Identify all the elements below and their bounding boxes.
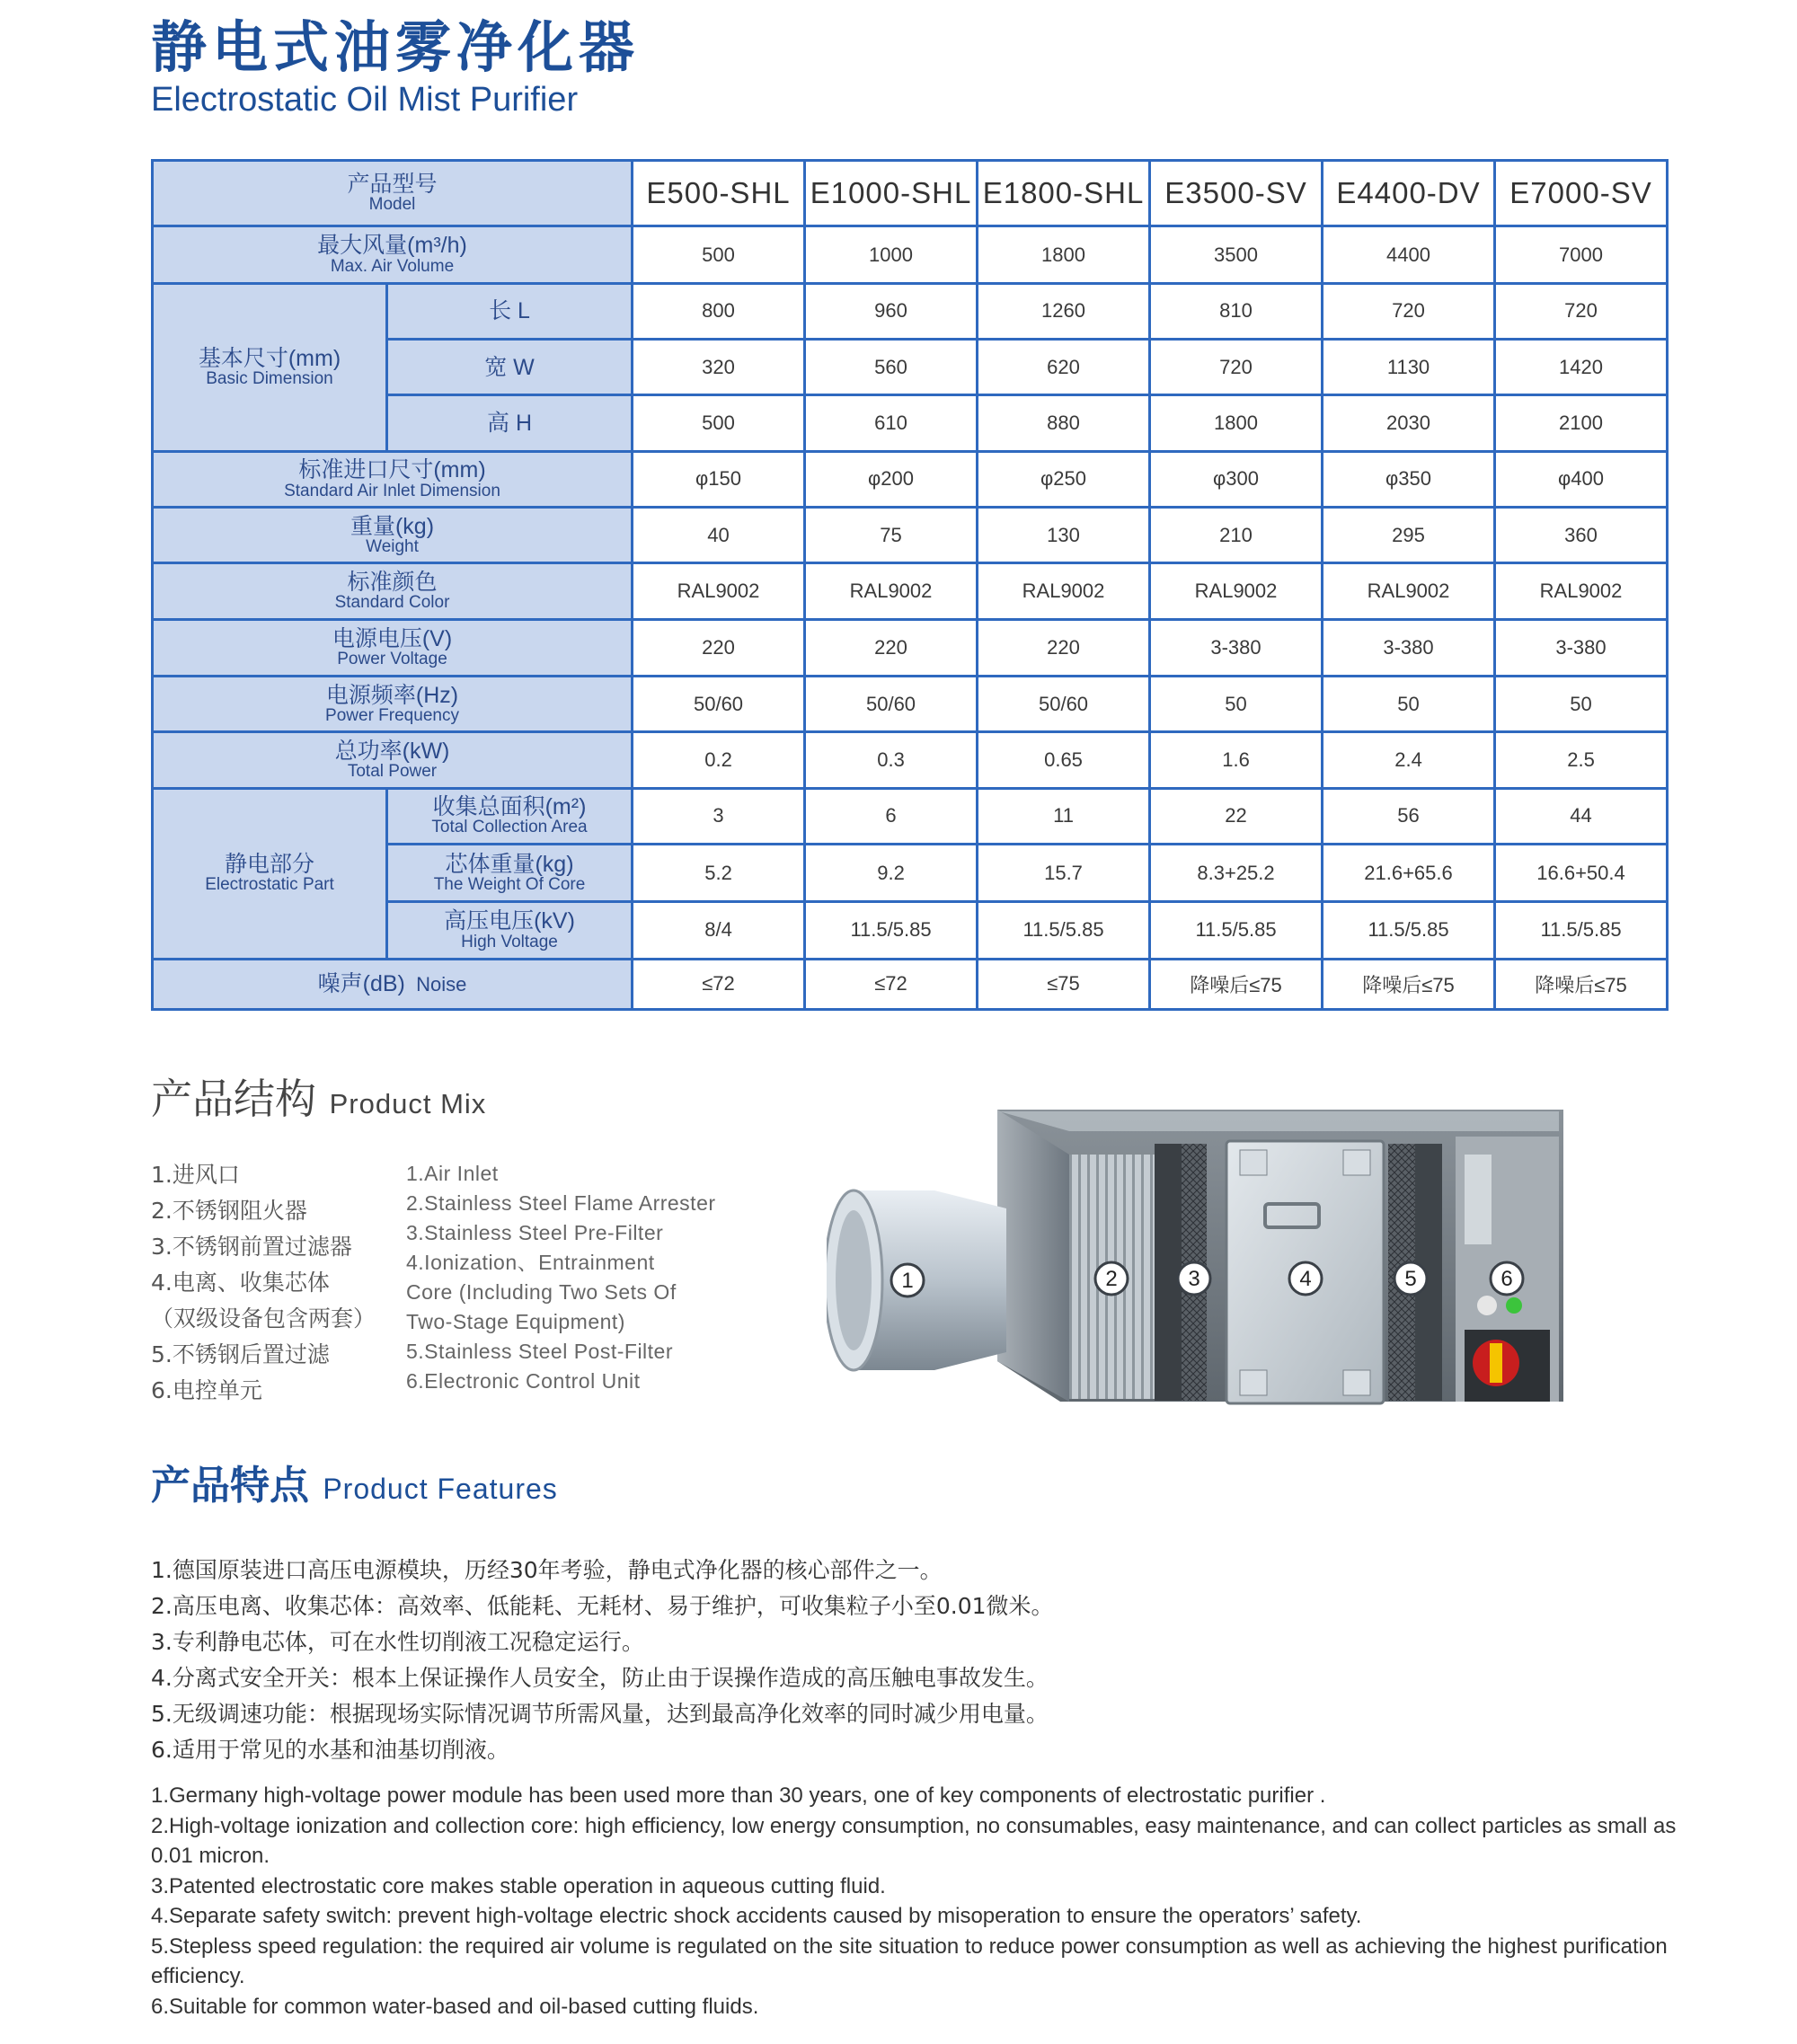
table-row bbox=[153, 788, 1668, 844]
list-item: 3.不锈钢前置过滤器 bbox=[151, 1234, 352, 1260]
table-cell: 22 bbox=[1150, 788, 1323, 844]
table-cell: 2030 bbox=[1323, 395, 1495, 451]
table-cell: 0.3 bbox=[805, 732, 978, 788]
list-item: Core (Including Two Sets Of bbox=[406, 1280, 677, 1304]
table-cell: 4400 bbox=[1323, 226, 1495, 283]
table-cell: 5.2 bbox=[633, 844, 805, 901]
table-cell: 11.5/5.85 bbox=[1150, 902, 1323, 959]
table-cell: ≤72 bbox=[805, 959, 978, 1009]
list-item: Two-Stage Equipment) bbox=[406, 1310, 625, 1333]
table-cell: ≤75 bbox=[978, 959, 1150, 1009]
list-item: （双级设备包含两套） bbox=[151, 1305, 376, 1332]
table-cell: 3-380 bbox=[1323, 619, 1495, 676]
list-item: 4.Separate safety switch: prevent high-voltage electric shock accidents caused by misoperation to ensure the operators’ safety. bbox=[151, 1904, 1362, 1928]
air-volume-label: 最大风量(m³/h) Max. Air Volume bbox=[153, 226, 633, 283]
table-cell: 50/60 bbox=[978, 677, 1150, 732]
table-cell: 1260 bbox=[978, 283, 1150, 339]
model-label: 产品型号 Model bbox=[153, 161, 633, 226]
table-cell: 75 bbox=[805, 508, 978, 563]
power-label: 总功率(kW) Total Power bbox=[153, 732, 633, 788]
table-cell: 8/4 bbox=[633, 902, 805, 959]
frequency-label: 电源频率(Hz) Power Frequency bbox=[153, 677, 633, 732]
table-cell: 2.5 bbox=[1495, 732, 1668, 788]
table-cell: φ200 bbox=[805, 451, 978, 507]
table-cell: 3-380 bbox=[1495, 619, 1668, 676]
list-item: 4.Ionization、Entrainment bbox=[406, 1251, 655, 1274]
table-cell: 1130 bbox=[1323, 340, 1495, 395]
model-cell: E7000-SV bbox=[1495, 161, 1668, 226]
model-cell: E3500-SV bbox=[1150, 161, 1323, 226]
table-cell: 210 bbox=[1150, 508, 1323, 563]
table-cell: 16.6+50.4 bbox=[1495, 844, 1668, 901]
table-row bbox=[153, 732, 1668, 788]
table-cell: 620 bbox=[978, 340, 1150, 395]
table-cell: 50 bbox=[1495, 677, 1668, 732]
list-item: 3.Patented electrostatic core makes stable operation in aqueous cutting fluid. bbox=[151, 1873, 886, 1898]
table-cell: 1420 bbox=[1495, 340, 1668, 395]
noise-label: 噪声(dB) Noise bbox=[153, 959, 633, 1009]
table-row bbox=[153, 619, 1668, 676]
core-weight-label: 芯体重量(kg) The Weight Of Core bbox=[387, 844, 633, 901]
table-cell: 11.5/5.85 bbox=[1495, 902, 1668, 959]
list-item: 5.不锈钢后置过滤 bbox=[151, 1341, 330, 1367]
table-cell: 2100 bbox=[1495, 395, 1668, 451]
table-cell: 500 bbox=[633, 226, 805, 283]
table-cell: 6 bbox=[805, 788, 978, 844]
table-cell: 960 bbox=[805, 283, 978, 339]
table-cell: 1800 bbox=[1150, 395, 1323, 451]
table-cell: 21.6+65.6 bbox=[1323, 844, 1495, 901]
table-cell: 360 bbox=[1495, 508, 1668, 563]
list-item: 1.德国原装进口高压电源模块，历经30年考验，静电式净化器的核心部件之一。 bbox=[151, 1557, 943, 1583]
height-label: 高 H bbox=[387, 395, 633, 451]
table-cell: 9.2 bbox=[805, 844, 978, 901]
list-item: 2.高压电离、收集芯体：高效率、低能耗、无耗材、易于维护，可收集粒子小至0.01微米。 bbox=[151, 1593, 1054, 1619]
table-row bbox=[153, 226, 1668, 283]
table-cell: 1800 bbox=[978, 226, 1150, 283]
table-row bbox=[153, 283, 1668, 339]
table-cell: 40 bbox=[633, 508, 805, 563]
width-label: 宽 W bbox=[387, 340, 633, 395]
product-mix-title-zh: 产品结构 bbox=[151, 1075, 316, 1123]
table-cell: φ350 bbox=[1323, 451, 1495, 507]
table-cell: 0.65 bbox=[978, 732, 1150, 788]
table-cell: 720 bbox=[1150, 340, 1323, 395]
list-item: 6.Suitable for common water-based and oil-based cutting fluids. bbox=[151, 1994, 759, 2019]
length-label: 长 L bbox=[387, 283, 633, 339]
table-cell: 11.5/5.85 bbox=[1323, 902, 1495, 959]
list-item: 2.High-voltage ionization and collection core: high efficiency, low energy consumption, no consumables, easy maintenance, and can collect particles as small as 0.01 micron. bbox=[151, 1813, 1677, 1868]
table-cell: 11.5/5.85 bbox=[805, 902, 978, 959]
table-cell: RAL9002 bbox=[805, 563, 978, 619]
table-cell: 1.6 bbox=[1150, 732, 1323, 788]
spec-table bbox=[151, 159, 1669, 1011]
callout-label: 5 bbox=[1404, 1267, 1417, 1291]
features-list-zh bbox=[151, 1553, 1678, 1768]
list-item: 6.适用于常见的水基和油基切削液。 bbox=[151, 1737, 509, 1763]
table-cell: 1000 bbox=[805, 226, 978, 283]
table-cell: 降噪后≤75 bbox=[1495, 959, 1668, 1009]
table-cell: 220 bbox=[805, 619, 978, 676]
features-list-en bbox=[151, 1781, 1678, 2022]
product-mix-list-zh bbox=[151, 1157, 412, 1409]
table-cell: 220 bbox=[978, 619, 1150, 676]
table-cell: 800 bbox=[633, 283, 805, 339]
table-row bbox=[153, 563, 1668, 619]
list-item: 5.Stepless speed regulation: the required air volume is regulated on the site situation to reduce power consumption as well as achieving the highest purification efficiency. bbox=[151, 1933, 1668, 1988]
table-cell: φ300 bbox=[1150, 451, 1323, 507]
page-title-zh: 静电式油雾净化器 bbox=[151, 14, 641, 80]
table-cell: 810 bbox=[1150, 283, 1323, 339]
table-cell: RAL9002 bbox=[1150, 563, 1323, 619]
list-item: 4.分离式安全开关：根本上保证操作人员安全，防止由于误操作造成的高压触电事故发生。 bbox=[151, 1665, 1049, 1691]
table-cell: 11 bbox=[978, 788, 1150, 844]
list-item: 4.电离、收集芯体 bbox=[151, 1270, 330, 1296]
table-row bbox=[153, 161, 1668, 226]
callout-label: 3 bbox=[1188, 1267, 1200, 1291]
table-cell: 降噪后≤75 bbox=[1323, 959, 1495, 1009]
table-cell: 50 bbox=[1323, 677, 1495, 732]
table-row bbox=[153, 959, 1668, 1009]
table-cell: RAL9002 bbox=[978, 563, 1150, 619]
list-item: 1.Air Inlet bbox=[406, 1162, 499, 1185]
callout-label: 4 bbox=[1299, 1267, 1312, 1291]
dimension-label: 基本尺寸(mm) Basic Dimension bbox=[153, 283, 387, 451]
table-cell: 3-380 bbox=[1150, 619, 1323, 676]
list-item: 5.无级调速功能：根据现场实际情况调节所需风量，达到最高净化效率的同时减少用电量。 bbox=[151, 1701, 1049, 1727]
table-cell: ≤72 bbox=[633, 959, 805, 1009]
table-cell: RAL9002 bbox=[633, 563, 805, 619]
electrostatic-label: 静电部分 Electrostatic Part bbox=[153, 788, 387, 959]
table-cell: 3 bbox=[633, 788, 805, 844]
purifier-hood bbox=[997, 1110, 1069, 1402]
table-cell: 56 bbox=[1323, 788, 1495, 844]
table-cell: RAL9002 bbox=[1495, 563, 1668, 619]
table-cell: 880 bbox=[978, 395, 1150, 451]
table-row bbox=[153, 677, 1668, 732]
weight-label: 重量(kg) Weight bbox=[153, 508, 633, 563]
callout-label: 2 bbox=[1105, 1267, 1118, 1291]
table-cell: 0.2 bbox=[633, 732, 805, 788]
product-mix-list-en bbox=[406, 1159, 766, 1396]
features-title-en: Product Features bbox=[323, 1473, 558, 1505]
product-mix-title-en: Product Mix bbox=[329, 1088, 487, 1119]
voltage-label: 电源电压(V) Power Voltage bbox=[153, 619, 633, 676]
table-cell: 15.7 bbox=[978, 844, 1150, 901]
table-cell: φ150 bbox=[633, 451, 805, 507]
list-item: 3.Stainless Steel Pre-Filter bbox=[406, 1221, 664, 1244]
table-cell: 2.4 bbox=[1323, 732, 1495, 788]
table-row bbox=[153, 451, 1668, 507]
model-cell: E500-SHL bbox=[633, 161, 805, 226]
table-cell: 8.3+25.2 bbox=[1150, 844, 1323, 901]
list-item: 1.Germany high-voltage power module has been used more than 30 years, one of key components of electrostatic purifier . bbox=[151, 1783, 1326, 1808]
table-cell: 720 bbox=[1323, 283, 1495, 339]
table-cell: 50/60 bbox=[805, 677, 978, 732]
list-item: 3.专利静电芯体，可在水性切削液工况稳定运行。 bbox=[151, 1629, 644, 1655]
table-cell: 11.5/5.85 bbox=[978, 902, 1150, 959]
list-item: 2.不锈钢阻火器 bbox=[151, 1198, 307, 1224]
area-label: 收集总面积(m²) Total Collection Area bbox=[387, 788, 633, 844]
table-cell: 降噪后≤75 bbox=[1150, 959, 1323, 1009]
model-cell: E1000-SHL bbox=[805, 161, 978, 226]
list-item: 6.Electronic Control Unit bbox=[406, 1369, 641, 1393]
table-cell: 7000 bbox=[1495, 226, 1668, 283]
features-title-zh: 产品特点 bbox=[151, 1463, 309, 1509]
callout-label: 1 bbox=[901, 1269, 914, 1293]
table-cell: 295 bbox=[1323, 508, 1495, 563]
color-label: 标准颜色 Standard Color bbox=[153, 563, 633, 619]
page-title-en: Electrostatic Oil Mist Purifier bbox=[151, 81, 579, 119]
purifier-illustration bbox=[827, 1101, 1563, 1451]
callout-label: 6 bbox=[1500, 1267, 1513, 1291]
table-cell: 220 bbox=[633, 619, 805, 676]
table-cell: 560 bbox=[805, 340, 978, 395]
list-item: 5.Stainless Steel Post-Filter bbox=[406, 1340, 674, 1363]
list-item: 2.Stainless Steel Flame Arrester bbox=[406, 1191, 716, 1215]
table-cell: 720 bbox=[1495, 283, 1668, 339]
model-cell: E4400-DV bbox=[1323, 161, 1495, 226]
product-mix-title bbox=[151, 1075, 487, 1123]
list-item: 1.进风口 bbox=[151, 1162, 240, 1188]
table-cell: 50/60 bbox=[633, 677, 805, 732]
table-cell: 130 bbox=[978, 508, 1150, 563]
list-item: 6.电控单元 bbox=[151, 1377, 262, 1403]
table-cell: φ250 bbox=[978, 451, 1150, 507]
table-cell: 500 bbox=[633, 395, 805, 451]
table-cell: 50 bbox=[1150, 677, 1323, 732]
model-cell: E1800-SHL bbox=[978, 161, 1150, 226]
inlet-label: 标准进口尺寸(mm) Standard Air Inlet Dimension bbox=[153, 451, 633, 507]
table-cell: 44 bbox=[1495, 788, 1668, 844]
table-cell: 3500 bbox=[1150, 226, 1323, 283]
features-title bbox=[151, 1463, 558, 1509]
table-cell: RAL9002 bbox=[1323, 563, 1495, 619]
table-cell: 320 bbox=[633, 340, 805, 395]
table-cell: φ400 bbox=[1495, 451, 1668, 507]
high-voltage-label: 高压电压(kV) High Voltage bbox=[387, 902, 633, 959]
table-row bbox=[153, 508, 1668, 563]
table-cell: 610 bbox=[805, 395, 978, 451]
